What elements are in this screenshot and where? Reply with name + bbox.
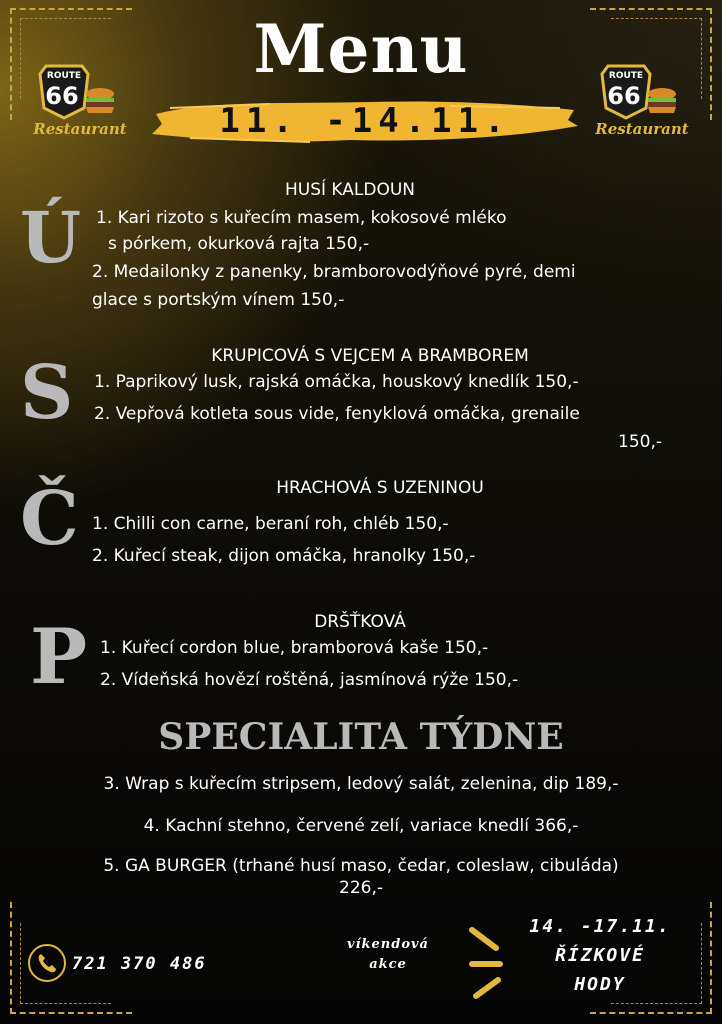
svg-text:ROUTE: ROUTE: [46, 71, 82, 81]
soup-name: HUSÍ KALDOUN: [284, 180, 415, 200]
menu-item: 2. Vídeňská hovězí roštěná, jasmínová rýže 150,-: [100, 670, 519, 690]
soup-name: KRUPICOVÁ S VEJCEM A BRAMBOREM: [211, 346, 529, 366]
section-letter-c: Č: [20, 476, 79, 562]
event-promo: [520, 912, 680, 999]
svg-text:Restaurant: Restaurant: [33, 120, 127, 138]
menu-item: s pórkem, okurková rajta 150,-: [108, 234, 370, 254]
menu-item: 2. Kuřecí steak, dijon omáčka, hranolky 150,-: [92, 546, 476, 566]
event-title-line1: ŘÍZKOVÉ: [555, 945, 645, 966]
event-title-line2: HODY: [574, 974, 626, 995]
menu-item: 2. Medailonky z panenky, bramborovodýňové pyré, demi: [92, 262, 576, 282]
specials-title: SPECIALITA TÝDNE: [158, 716, 564, 758]
menu-item: glace s portským vínem 150,-: [92, 290, 345, 310]
svg-text:66: 66: [607, 82, 641, 110]
sunburst-rays-icon: [466, 922, 526, 1004]
svg-text:66: 66: [45, 82, 79, 110]
promo-label: akce: [369, 957, 407, 972]
special-item: 226,-: [339, 878, 383, 898]
menu-item: 1. Chilli con carne, beraní roh, chléb 150,-: [92, 514, 449, 534]
route66-logo-right: [594, 60, 690, 144]
weekend-promo-label: [326, 935, 450, 975]
special-item: 5. GA BURGER (trhané husí maso, čedar, coleslaw, cibuláda): [103, 856, 619, 876]
route66-logo-left: [32, 60, 128, 144]
section-letter-p: P: [30, 612, 88, 701]
svg-text:Restaurant: Restaurant: [595, 120, 689, 138]
menu-item: 1. Kari rizoto s kuřecím masem, kokosové mléko: [96, 208, 507, 228]
phone-number: 721 370 486: [72, 954, 207, 974]
menu-dates: 11. -14.11.: [219, 101, 511, 141]
menu-item: 150,-: [618, 432, 662, 452]
menu-item: 2. Vepřová kotleta sous vide, fenyklová omáčka, grenaile: [94, 404, 580, 424]
menu-item: 1. Kuřecí cordon blue, bramborová kaše 150,-: [100, 638, 489, 658]
svg-text:ROUTE: ROUTE: [608, 71, 644, 81]
phone-icon: [28, 944, 66, 982]
soup-name: DRŠŤKOVÁ: [314, 612, 406, 632]
section-letter-s: S: [20, 350, 74, 436]
special-item: 4. Kachní stehno, červené zelí, variace knedlí 366,-: [143, 816, 579, 836]
menu-item: 1. Paprikový lusk, rajská omáčka, houskový knedlík 150,-: [94, 372, 579, 392]
section-letter-u: Ú: [20, 196, 82, 279]
event-dates: 14. -17.11.: [529, 916, 671, 937]
special-item: 3. Wrap s kuřecím stripsem, ledový salát, zelenina, dip 189,-: [103, 774, 619, 794]
menu-title: Menu: [253, 10, 469, 88]
soup-name: HRACHOVÁ S UZENINOU: [276, 478, 484, 498]
weekend-label: víkendová: [347, 937, 429, 952]
